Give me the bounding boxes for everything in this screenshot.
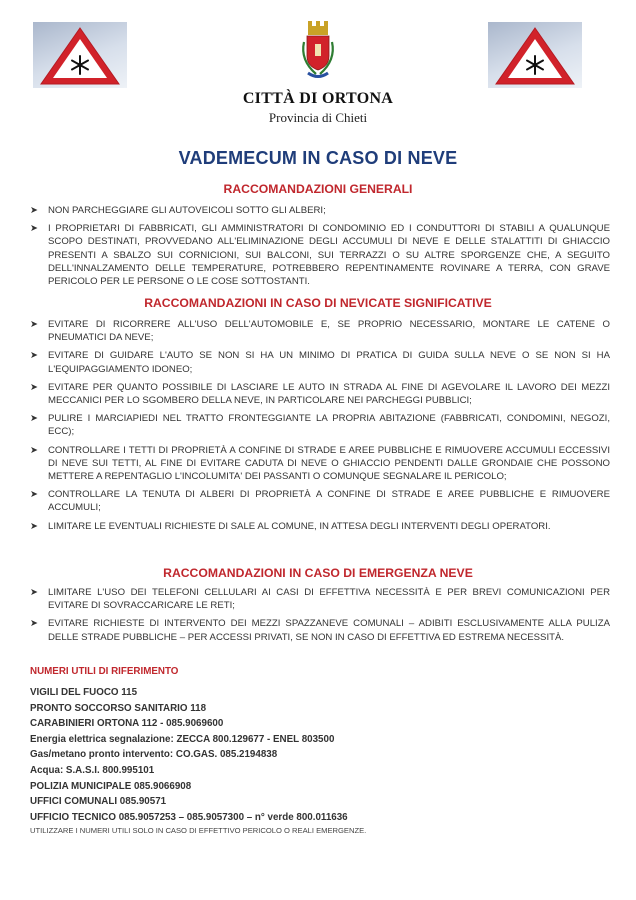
contact-item: Gas/metano pronto intervento: CO.GAS. 085.2194838 bbox=[30, 749, 278, 761]
list-item: ➤ LIMITARE LE EVENTUALI RICHIESTE DI SALE AL COMUNE, IN ATTESA DEGLI INTERVENTI DEGLI OPERATORI. bbox=[30, 520, 551, 532]
list-item: ➤ EVITARE DI RICORRERE ALL'USO DELL'AUTOMOBILE E, SE PROPRIO NECESSARIO, MONTARE LE CATENE O PNEUMATICI DA NEVE; bbox=[30, 319, 610, 344]
arrow-bullet-icon: ➤ bbox=[30, 413, 39, 425]
arrow-bullet-icon: ➤ bbox=[30, 205, 39, 216]
province-name: Provincia di Chieti bbox=[268, 110, 368, 125]
arrow-bullet-icon: ➤ bbox=[30, 444, 39, 456]
list-item: ➤ I PROPRIETARI DI FABBRICATI, GLI AMMINISTRATORI DI CONDOMINIO ED I CONDUTTORI DI STABILI A QUALUNQUE SCOPO DESTINATI, PROVVEDANO ALL'ELIMINAZIONE DEGLI ACCUMULI DI NEVE E DELLE STALATTITI DI GHIACCIO PRESENTI A SBALZO SUI CORNICIONI, SUI BALCONI, SUI TERRAZZI O SU ALTRE SPORGENZE CHE, A SEGUITO DELL'INNALZAMENTO DELLE TEMPERATURE, POTREBBERO REPENTINAMENTE ROVINARE A TERRA, CON GRAVE PERICOLO PER LE PERSONE O LE COSE SOTTOSTANTI. bbox=[30, 223, 610, 288]
list-item: ➤ EVITARE DI GUIDARE L'AUTO SE NON SI HA UN MINIMO DI PRATICA DI GUIDA SULLA NEVE O SE NON SI HA L'EQUIPAGGIAMENTO IDONEO; bbox=[30, 350, 610, 375]
contact-item: UFFICI COMUNALI 085.90571 bbox=[30, 796, 167, 808]
contacts-list bbox=[30, 685, 348, 825]
contact-item: VIGILI DEL FUOCO 115 bbox=[30, 687, 138, 698]
contact-item: Energia elettrica segnalazione: ZECCA 800.129677 - ENEL 803500 bbox=[30, 733, 335, 745]
section-heading-general: RACCOMANDAZIONI GENERALI bbox=[223, 182, 413, 196]
references-heading: NUMERI UTILI DI RIFERIMENTO bbox=[30, 666, 179, 677]
arrow-bullet-icon: ➤ bbox=[30, 319, 39, 330]
arrow-bullet-icon: ➤ bbox=[30, 520, 39, 532]
emergency-list bbox=[30, 586, 610, 649]
list-item: ➤ EVITARE PER QUANTO POSSIBILE DI LASCIARE LE AUTO IN STRADA AL FINE DI AGEVOLARE IL LAVORO DEI MEZZI MECCANICI PER LO SGOMBERO DELLA NEVE, IN PARTICOLARE NEI PARCHEGGI PUBBLICI; bbox=[30, 381, 610, 407]
arrow-bullet-icon: ➤ bbox=[30, 223, 39, 235]
arrow-bullet-icon: ➤ bbox=[30, 350, 39, 362]
contact-item: POLIZIA MUNICIPALE 085.9066908 bbox=[30, 780, 192, 792]
snow-warning-sign-icon bbox=[33, 22, 127, 88]
coat-of-arms-icon bbox=[298, 20, 338, 82]
arrow-bullet-icon: ➤ bbox=[30, 587, 39, 598]
significant-snowfall-list bbox=[30, 318, 610, 538]
section-heading-significant-snowfall: RACCOMANDAZIONI IN CASO DI NEVICATE SIGNIFICATIVE bbox=[144, 296, 492, 310]
list-item: ➤ CONTROLLARE LA TENUTA DI ALBERI DI PROPRIETÀ A CONFINE DI STRADE E AREE PUBBLICHE E RIMUOVERE ACCUMULI; bbox=[30, 489, 610, 514]
list-item: ➤ EVITARE RICHIESTE DI INTERVENTO DEI MEZZI SPAZZANEVE COMUNALI – ADIBITI ESCLUSIVAMENTE ALLA PULIZA DELLE STRADE PUBBLICHE – PER ACCESSI PRIVATI, SE NON IN CASO DI EFFETTIVA ED ESTREMA NECESSITÀ. bbox=[30, 618, 610, 643]
section-heading-emergency: RACCOMANDAZIONI IN CASO DI EMERGENZA NEVE bbox=[163, 566, 473, 580]
arrow-bullet-icon: ➤ bbox=[30, 489, 39, 501]
list-item: ➤ CONTROLLARE I TETTI DI PROPRIETÀ A CONFINE DI STRADE E AREE PUBBLICHE E RIMUOVERE ACCUMULI ECCESSIVI DI NEVE SUI TETTI, AL FINE DI EVITARE CADUTA DI NEVE O GHIACCIO PENDENTI DALLE GRONDAIE CHE POSSONO METTERE A REPENTAGLIO L'INCOLUMITA' DEI PASSANTI O COMUNQUE SEGNALARE IL PERICOLO; bbox=[30, 444, 610, 483]
contact-item: UFFICIO TECNICO 085.9057253 – 085.9057300 – n° verde 800.011636 bbox=[30, 811, 348, 823]
page-title: VADEMECUM IN CASO DI NEVE bbox=[178, 148, 458, 168]
footer-note: UTILIZZARE I NUMERI UTILI SOLO IN CASO DI EFFETTIVO PERICOLO O REALI EMERGENZE. bbox=[30, 826, 367, 835]
snow-warning-sign-icon bbox=[488, 22, 582, 88]
arrow-bullet-icon: ➤ bbox=[30, 381, 39, 393]
list-item: ➤ PULIRE I MARCIAPIEDI NEL TRATTO FRONTEGGIANTE LA PROPRIA ABITAZIONE (FABBRICATI, CONDOMINI, NEGOZI, ECC); bbox=[30, 413, 610, 438]
contact-item: Acqua: S.A.S.I. 800.995101 bbox=[30, 764, 155, 776]
contact-item: CARABINIERI ORTONA 112 - 085.9069600 bbox=[30, 718, 224, 730]
list-item: ➤ LIMITARE L'USO DEI TELEFONI CELLULARI AI CASI DI EFFETTIVA NECESSITÀ E PER BREVI COMUNICAZIONI PER EVITARE DI SOVRACCARICARE LE RETI; bbox=[30, 587, 610, 612]
list-item: ➤ NON PARCHEGGIARE GLI AUTOVEICOLI SOTTO GLI ALBERI; bbox=[30, 205, 326, 216]
contact-item: PRONTO SOCCORSO SANITARIO 118 bbox=[30, 702, 207, 714]
general-list bbox=[30, 204, 610, 293]
city-name: CITTÀ DI ORTONA bbox=[242, 90, 394, 107]
arrow-bullet-icon: ➤ bbox=[30, 618, 39, 630]
